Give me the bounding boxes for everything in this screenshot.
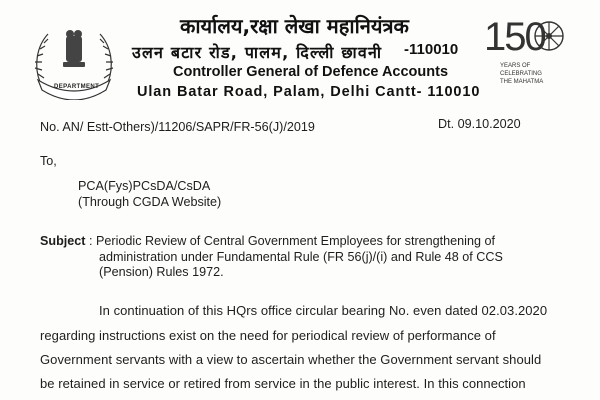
addressee-line-2: (Through CGDA Website) [78, 195, 222, 209]
subject-label: Subject [40, 234, 86, 248]
anniversary-logo [484, 15, 576, 97]
anniversary-text-2: CELEBRATING [500, 71, 542, 77]
body-line-3: Government servants with a view to ascertain whether the Government servant should [40, 352, 542, 367]
subject-line-1: : Periodic Review of Central Government Employees for strengthening of [89, 234, 495, 248]
anniversary-number: 150 [484, 15, 545, 59]
letter-date: Dt. 09.10.2020 [438, 117, 521, 131]
org-address: Ulan Batar Road, Palam, Delhi Cantt- 110010 [137, 84, 481, 100]
body-line-2: regarding instructions exist on the need for periodical review of performance of [40, 328, 496, 343]
cgda-emblem [30, 22, 118, 100]
emblem-label: DEPARTMENT [54, 84, 100, 90]
reference-number: No. AN/ Estt-Others)/11206/SAPR/FR-56(J)/2019 [40, 120, 315, 134]
anniversary-text-3: THE MAHATMA [500, 79, 544, 85]
org-name: Controller General of Defence Accounts [173, 64, 449, 80]
anniversary-text-1: YEARS OF [500, 63, 531, 69]
hindi-office-title: कार्यालय,रक्षा लेखा महानियंत्रक [180, 14, 409, 38]
hindi-pin: -110010 [404, 41, 459, 58]
addressee-line-1: PCA(Fys)PCsDA/CsDA [78, 179, 211, 193]
charkha-wheel-icon [532, 19, 566, 53]
subject-line-3: (Pension) Rules 1972. [99, 265, 224, 279]
body-line-4: be retained in service or retired from service in the public interest. In this connection [40, 376, 526, 391]
to-label: To, [40, 154, 57, 168]
hindi-address: उलन बटार रोड, पालम, दिल्ली छावनी [132, 43, 383, 62]
subject-line-2: administration under Fundamental Rule (FR 56(j)/(i) and Rule 48 of CCS [99, 250, 503, 264]
body-line-1: In continuation of this HQrs office circular bearing No. even dated 02.03.2020 [99, 303, 548, 318]
